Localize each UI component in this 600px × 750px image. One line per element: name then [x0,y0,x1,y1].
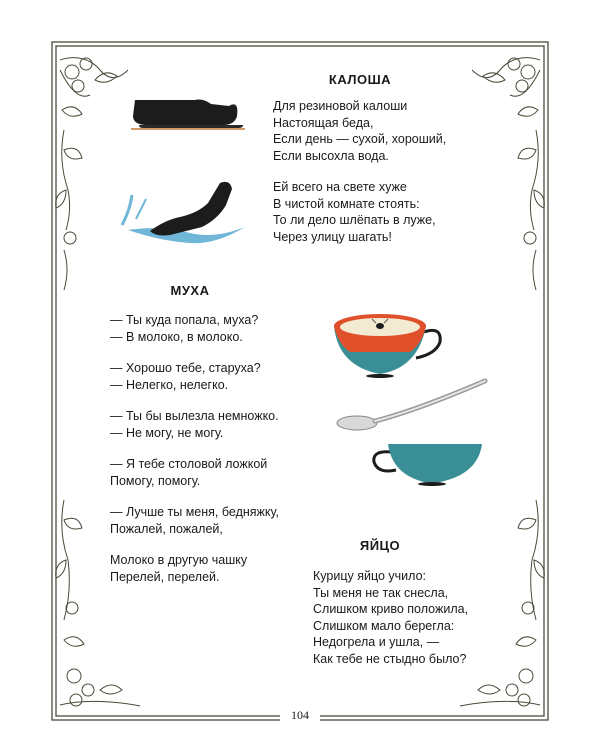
poem-line: Через улицу шагать! [273,229,392,244]
poem-line: Если день — сухой, хороший, [273,132,447,146]
poem-line: Слишком мало берегла: [313,618,455,633]
floral-corner-top-left [56,58,128,290]
poem-line: — Не могу, не могу. [110,425,224,440]
spoon-illustration [335,375,495,435]
stanza [313,568,533,667]
poem-line: — Нелегко, нелегко. [110,377,229,392]
page-number: 104 [280,708,320,723]
stanza [273,179,513,245]
poem-line: Пожалей, пожалей, [110,521,223,536]
stanza [273,98,513,164]
poem-line: Ты меня не так снесла, [313,585,449,600]
poem-title-kalosha: КАЛОША [328,72,392,87]
poem-line: — Ты куда попала, муха? [110,313,259,327]
galosh-illustration [125,88,250,133]
poem-line: То ли дело шлёпать в луже, [273,213,436,227]
poem-title-mukha: МУХА [170,283,210,298]
poem-yaitso-text [313,568,533,667]
poem-line: В чистой комнате стоять: [273,196,420,211]
poem-line: Ей всего на свете хуже [273,180,407,194]
stanza [110,408,320,441]
stanza [110,552,320,585]
poem-kalosha-text [273,98,513,245]
poem-line: Если высохла вода. [273,148,389,163]
poem-line: Курицу яйцо учило: [313,569,427,583]
poem-line: Недогрела и ушла, — [313,635,440,649]
stanza [110,456,320,489]
poem-line: — Хорошо тебе, старуха? [110,361,261,375]
poem-line: — В молоко, в молоко. [110,329,243,344]
poem-line: Помогу, помогу. [110,473,201,488]
poem-line: Молоко в другую чашку [110,553,248,567]
cup-with-fly-illustration [330,308,445,380]
poem-line: Как тебе не стыдно было? [313,651,467,666]
poem-line: Настоящая беда, [273,115,374,130]
poem-line: — Лучше ты меня, бедняжку, [110,505,279,519]
poem-mukha-text [110,312,320,585]
teal-cup-illustration [370,440,490,490]
stanza [110,360,320,393]
poem-line: Перелей, перелей. [110,569,220,584]
poem-line: — Ты бы вылезла немножко. [110,409,279,423]
poem-line: Для резиновой калоши [273,99,408,113]
galosh-splash-illustration [120,175,250,250]
poem-line: Слишком криво положила, [313,602,469,616]
stanza [110,504,320,537]
poem-title-yaitso: ЯЙЦО [359,538,401,553]
poem-line: — Я тебе столовой ложкой [110,457,268,471]
stanza [110,312,320,345]
